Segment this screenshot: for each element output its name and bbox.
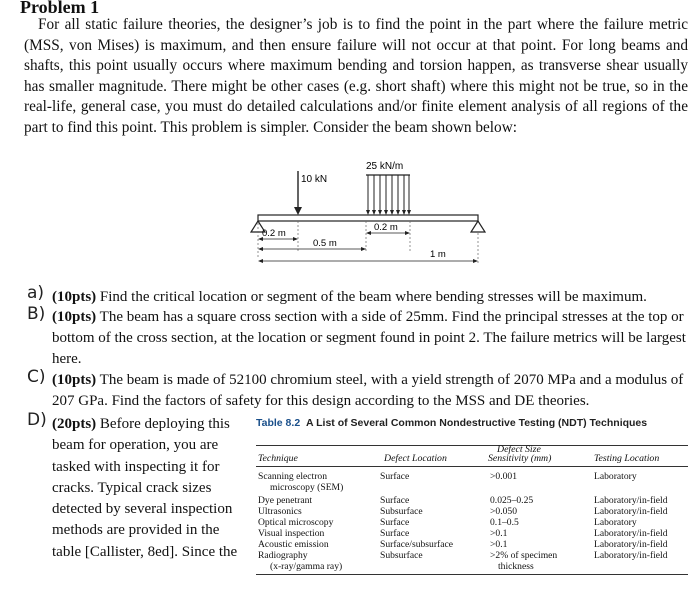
question-c-text: The beam is made of 52100 chromium steel, with a yield strength of 2070 MPa and a modulus of 207 GPa. Find the factors of safety for this design according to the MSS and DE theories. xyxy=(52,372,684,409)
question-d-mark: D) xyxy=(27,410,47,430)
beam-body xyxy=(258,215,478,221)
dim-b-label: 0.5 m xyxy=(313,238,337,249)
question-c xyxy=(52,370,688,412)
question-c-points: (10pts) xyxy=(52,372,97,388)
question-a-points: (10pts) xyxy=(52,289,97,305)
dist-load-arrows xyxy=(368,175,409,213)
dist-load-label: 25 kN/m xyxy=(366,161,404,172)
table-bottom-rule xyxy=(256,574,688,575)
question-b xyxy=(52,307,688,370)
question-b-mark: B) xyxy=(27,304,46,324)
question-d-text: Before deploying this beam for operation, you are tasked with inspecting it for cracks. Typical crack sizes detected by several inspection methods are provided in the table [Callister, 8ed]. Since the xyxy=(52,416,238,560)
table-header-rule xyxy=(256,466,688,467)
point-load-head xyxy=(294,207,302,215)
question-b-points: (10pts) xyxy=(52,309,97,325)
table-top-rule xyxy=(256,445,688,446)
header-defect-location: Defect Location xyxy=(384,453,447,464)
dim-a-label: 0.2 m xyxy=(262,228,286,239)
problem-title: Problem 1 xyxy=(20,0,100,17)
question-a-text: Find the critical location or segment of the beam where bending stresses will be maximum. xyxy=(96,289,647,305)
table-label: Table 8.2 xyxy=(256,417,301,429)
table-caption xyxy=(256,418,688,429)
header-technique: Technique xyxy=(258,453,298,464)
question-d xyxy=(52,414,242,563)
dim-d-label: 1 m xyxy=(430,249,446,260)
beam-svg xyxy=(240,155,500,275)
question-b-text: The beam has a square cross section with a side of 25mm. Find the principal stresses at the top or bottom of the cross section, at the location or segment found in point 2. The failure metrics will be largest here. xyxy=(52,309,686,367)
dim-c-label: 0.2 m xyxy=(374,222,398,233)
header-testing-location: Testing Location xyxy=(594,453,660,464)
question-a xyxy=(52,287,688,308)
beam-diagram xyxy=(240,155,500,275)
table-caption-text: A List of Several Common Nondestructive Testing (NDT) Techniques xyxy=(306,417,648,429)
right-support xyxy=(471,221,485,232)
header-defect-size: Defect Size xyxy=(497,444,541,455)
question-a-mark: a) xyxy=(27,283,45,303)
intro-paragraph: For all static failure theories, the designer’s job is to find the point in the part where the failure metric (MSS, von Mises) is maximum, and then ensure failure will not occur at that point. For long beams and shafts, this point usually occurs where maximum bending and torsion happen, as transverse shear usually has smaller magnitude. There might be other cases (e.g. short shaft) where this might not be true, so in the real-life, general case, you must do detailed calculations and/or finite element analysis of all regions of the part to find this point. This problem is simpler. Consider the beam shown below: xyxy=(24,16,688,136)
header-sensitivity: Sensitivity (mm) xyxy=(488,453,552,464)
point-load-label: 10 kN xyxy=(301,174,328,185)
question-c-mark: C) xyxy=(27,367,46,387)
question-d-points: (20pts) xyxy=(52,416,97,432)
ndt-table: Table 8.2 A List of Several Common Nondestructive Testing (NDT) Techniques Technique Defect Location Defect Size Sensitivity (mm) Testing Location Scanning electron Surface >0.001 Laboratory microscopy (SEM) Dye penetrant Surface 0.025–0.25 Laboratory/in-field Ultrasonics Subsurface >0.050 Laboratory/in-field Optical microscopy Surface 0.1–0.5 Laboratory Visual inspection Surface >0.1 Laboratory/in-field Acoustic emission Surface/subsurface >0.1 Laboratory/in-field Radiography Subsurface >2% of specimen Laboratory/in-field (x-ray/gamma ray) thickness xyxy=(256,418,688,429)
